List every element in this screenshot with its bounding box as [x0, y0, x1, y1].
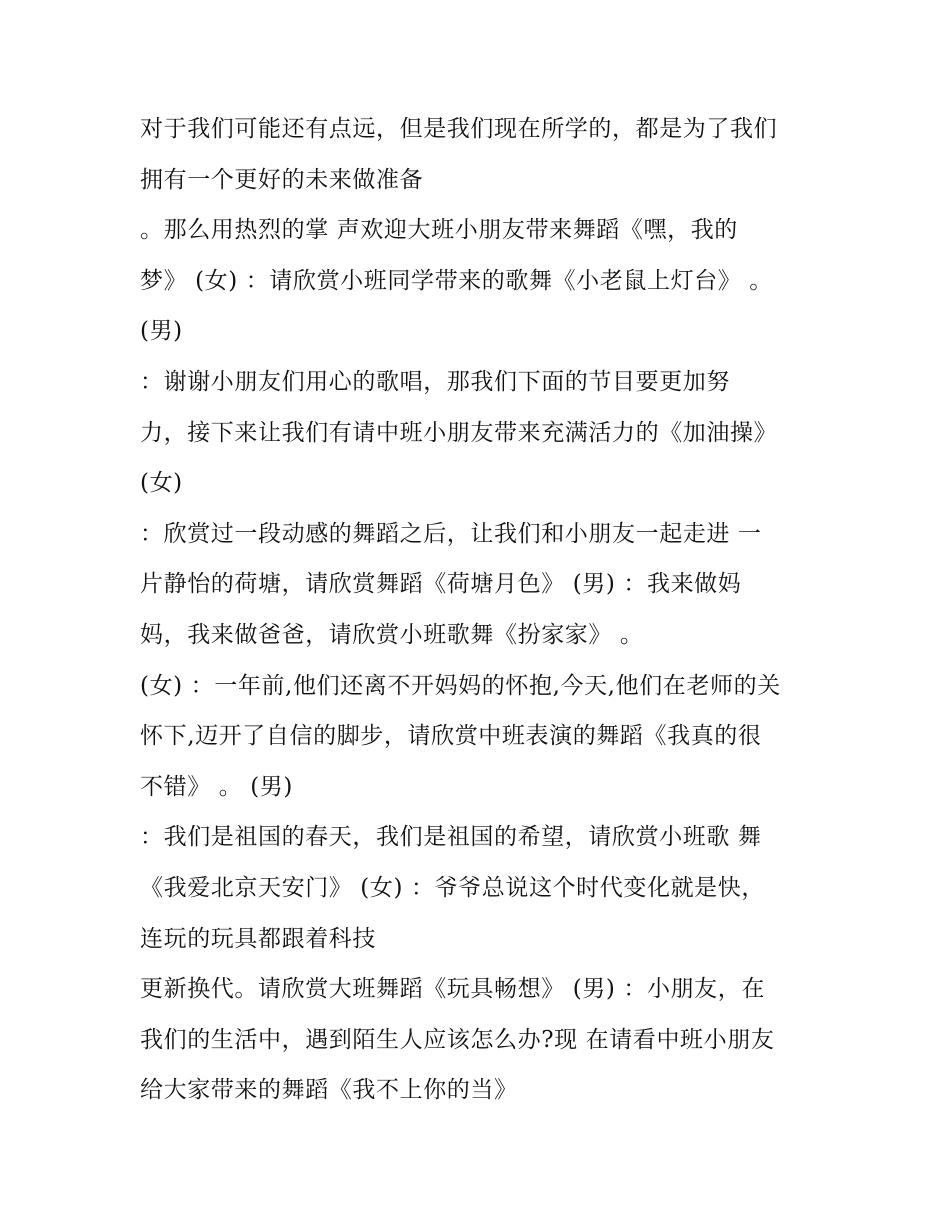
text-line: ：谢谢小朋友们用心的歌唱，那我们下面的节目要更加努 — [140, 368, 730, 395]
text-line: 给大家带来的舞蹈《我不上你的当》 — [140, 1077, 518, 1104]
text-line: 力，接下来让我们有请中班小朋友带来充满活力的《加油操》 — [140, 419, 778, 446]
text-line: 怀下,迈开了自信的脚步，请欣赏中班表演的舞蹈《我真的很 — [140, 723, 762, 750]
text-line: 拥有一个更好的未来做准备 — [140, 166, 424, 193]
text-line: 《我爱北京天安门》 (女) ：爷爷总说这个时代变化就是快， — [140, 874, 765, 901]
text-line: 更新换代。请欣赏大班舞蹈《玩具畅想》 (男) ：小朋友，在 — [140, 976, 765, 1003]
text-line: ：欣赏过一段动感的舞蹈之后，让我们和小朋友一起走进 一 — [140, 520, 762, 547]
text-line: ：我们是祖国的春天，我们是祖国的希望，请欣赏小班歌 舞 — [140, 824, 762, 851]
text-line: 。那么用热烈的掌 声欢迎大班小朋友带来舞蹈《嘿，我的 — [140, 217, 738, 244]
text-line: 不错》 。 (男) — [140, 773, 293, 800]
text-line: (女) — [140, 470, 183, 497]
text-line: 对于我们可能还有点远，但是我们现在所学的，都是为了我们 — [140, 116, 778, 142]
text-line: (男) — [140, 318, 183, 345]
text-line: 片静怡的荷塘，请欣赏舞蹈《荷塘月色》 (男) ：我来做妈 — [140, 571, 742, 598]
text-line: (女) ：一年前,他们还离不开妈妈的怀抱,今天,他们在老师的关 — [140, 672, 781, 699]
document-body — [140, 104, 830, 1116]
text-line: 连玩的玩具都跟着科技 — [140, 925, 376, 952]
text-line: 妈，我来做爸爸，请欣赏小班歌舞《扮家家》 。 — [140, 621, 644, 648]
text-line: 梦》 (女) ：请欣赏小班同学带来的歌舞《小老鼠上灯台》 。 — [140, 267, 773, 294]
text-line: 我们的生活中，遇到陌生人应该怎么办?现 在请看中班小朋友 — [140, 1026, 775, 1053]
